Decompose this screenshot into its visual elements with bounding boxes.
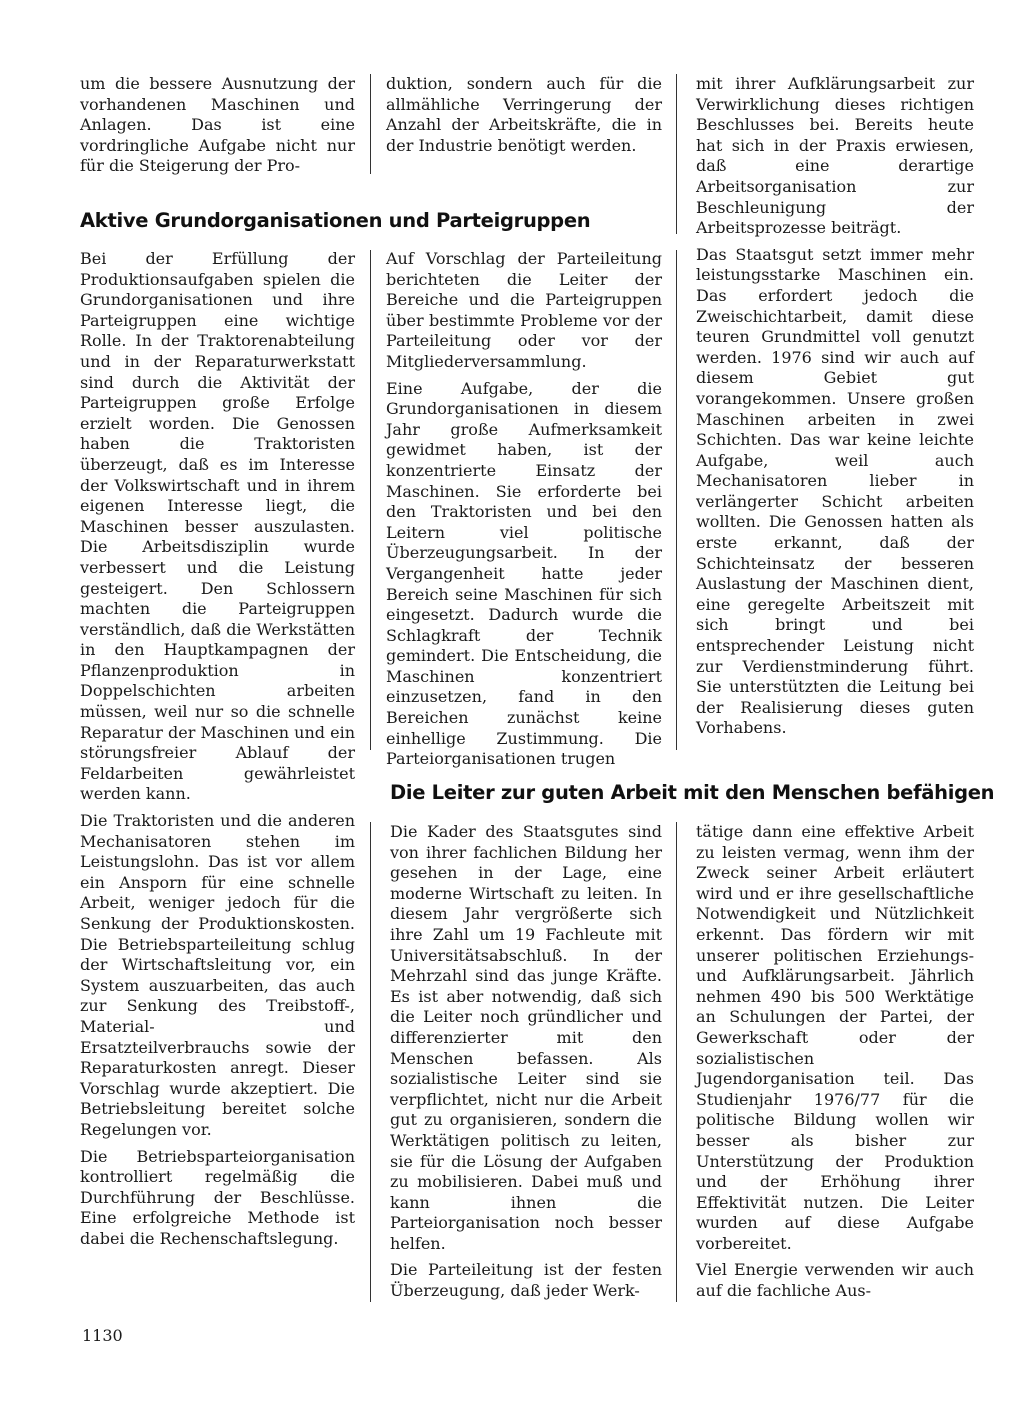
paragraph: tätige dann eine effektive Arbeit zu leisten vermag, wenn ihm der Zweck seiner Arbeit erläutert wird und er ihre gesellschaftliche Notwendigkeit und Nützlichkeit erkennt. Das fördern wir mit unserer politischen Erziehungs- und Aufklärungsarbeit. Jährlich nehmen 490 bis 500 Werktätige an Schulungen der Partei, der Gewerkschaft oder der sozialistischen Jugendorganisation teil. Das Studienjahr 1976/77 für die politische Bildung wollen wir besser als bisher zur Unterstützung der Produktion und der Erhöhung ihrer Effektivität nutzen. Die Leiter wurden auf diese Aufgabe vorbereitet. xyxy=(696,822,974,1253)
top-block-col2 xyxy=(386,74,662,162)
section1-col2 xyxy=(386,249,662,776)
section-heading-2: Die Leiter zur guten Arbeit mit den Menschen befähigen xyxy=(390,781,995,804)
paragraph: Die Betriebsparteiorganisation kontrolliert regelmäßig die Durchführung der Beschlüsse. Eine erfolgreiche Methode ist dabei die Rechenschaftslegung. xyxy=(80,1146,355,1248)
paragraph: um die bessere Ausnutzung der vorhandenen Maschinen und Anlagen. Das ist eine vordringliche Aufgabe nicht nur für die Steigerung der Pro- xyxy=(80,74,355,176)
column-rule-top-1 xyxy=(370,74,371,174)
paragraph: Die Traktoristen und die anderen Mechanisatoren stehen im Leistungslohn. Das ist vor allem ein Ansporn für eine schnelle Arbeit, weniger jedoch für die Senkung der Produktionskosten. Die Betriebsparteileitung schlug der Wirtschaftsleitung vor, ein System auszuarbeiten, das auch zur Senkung des Treibstoff-, Material- und Ersatzteilverbrauchs sowie der Reparaturkosten anregt. Dieser Vorschlag wurde akzeptiert. Die Betriebsleitung bereitet solche Regelungen vor. xyxy=(80,811,355,1139)
paragraph: Die Parteileitung ist der festen Überzeugung, daß jeder Werk- xyxy=(390,1260,662,1301)
top-block-col1 xyxy=(80,74,355,183)
paragraph: Auf Vorschlag der Parteileitung berichteten die Leiter der Bereiche und die Parteigruppen über bestimmte Probleme vor der Parteileitung oder vor der Mitgliederversammlung. xyxy=(386,249,662,371)
paragraph: Bei der Erfüllung der Produktionsaufgaben spielen die Grundorganisationen und ihre Parteigruppen eine wichtige Rolle. In der Traktorenabteilung und in der Reparaturwerkstatt sind durch die Aktivität der Parteigruppen große Erfolge erzielt worden. Die Genossen haben die Traktoristen überzeugt, daß es im Interesse der Volkswirtschaft und in ihrem eigenen Interesse liegt, die Maschinen besser auszulasten. Die Arbeitsdisziplin wurde verbessert und die Leistung gesteigert. Den Schlossern machten die Parteigruppen verständlich, daß die Werkstätten in den Hauptkampagnen der Pflanzenproduktion in Doppelschichten arbeiten müssen, weil nur so die schnelle Reparatur der Maschinen und ein störungsfreier Ablauf der Feldarbeiten gewährleistet werden kann. xyxy=(80,249,355,804)
section2-col2 xyxy=(390,822,662,1308)
col3-upper xyxy=(696,74,974,745)
paragraph: mit ihrer Aufklärungsarbeit zur Verwirklichung dieses richtigen Beschlusses bei. Bereits heute hat sich in der Praxis erwiesen, daß eine derartige Arbeitsorganisation zur Beschleunigung der Arbeitsprozesse beiträgt. xyxy=(696,74,974,238)
section2-col3 xyxy=(696,822,974,1308)
section-heading-1: Aktive Grundorganisationen und Parteigruppen xyxy=(80,209,591,232)
paragraph: Das Staatsgut setzt immer mehr leistungsstarke Maschinen ein. Das erfordert jedoch die Zweischichtarbeit, damit diese teuren Grundmittel voll genutzt werden. 1976 sind wir auch auf diesem Gebiet gut vorangekommen. Unsere großen Maschinen arbeiten in zwei Schichten. Das war keine leichte Aufgabe, weil auch Mechanisatoren lieber in verlängerter Schicht arbeiten wollten. Die Genossen hatten als erste erkannt, daß der Schichteinsatz der besseren Auslastung der Maschinen dient, eine geregelte Arbeitszeit mit sich bringt und bei entsprechender Leistung nicht zur Verdienstminderung führt. Sie unterstützten die Leitung bei der Realisierung dieses guten Vorhabens. xyxy=(696,244,974,738)
column-rule-top-2 xyxy=(676,74,677,234)
paragraph: Viel Energie verwenden wir auch auf die fachliche Aus- xyxy=(696,1260,974,1301)
page-number: 1130 xyxy=(82,1326,123,1345)
paragraph: duktion, sondern auch für die allmähliche Verringerung der Anzahl der Arbeitskräfte, die in der Industrie benötigt werden. xyxy=(386,74,662,155)
column-rule-mid-2 xyxy=(676,250,677,750)
column-rule-low-2 xyxy=(676,822,677,1302)
paragraph: Eine Aufgabe, der die Grundorganisationen in diesem Jahr große Aufmerksamkeit gewidmet haben, ist der konzentrierte Einsatz der Maschinen. Sie erforderte bei den Traktoristen und bei den Leitern viel politische Überzeugungsarbeit. In der Vergangenheit hatte jeder Bereich seine Maschinen für sich eingesetzt. Dadurch wurde die Schlagkraft der Technik gemindert. Die Entscheidung, die Maschinen konzentriert einzusetzen, fand in den Bereichen zunächst keine einhellige Zustimmung. Die Parteiorganisationen trugen xyxy=(386,378,662,769)
column-rule-mid-1 xyxy=(370,250,371,750)
section1-col1 xyxy=(80,249,355,1256)
column-rule-low-1 xyxy=(370,822,371,1302)
paragraph: Die Kader des Staatsgutes sind von ihrer fachlichen Bildung her gesehen in der Lage, eine moderne Wirtschaft zu leiten. In diesem Jahr vergrößerte sich ihre Zahl um 19 Fachleute mit Universitätsabschluß. In der Mehrzahl sind das junge Kräfte. Es ist aber notwendig, daß sich die Leiter noch gründlicher und differenzierter mit den Menschen befassen. Als sozialistische Leiter sind sie verpflichtet, nicht nur die Arbeit gut zu organisieren, sondern die Werktätigen politisch zu leiten, sie für die Lösung der Aufgaben zu mobilisieren. Dabei muß und kann ihnen die Parteiorganisation noch besser helfen. xyxy=(390,822,662,1253)
